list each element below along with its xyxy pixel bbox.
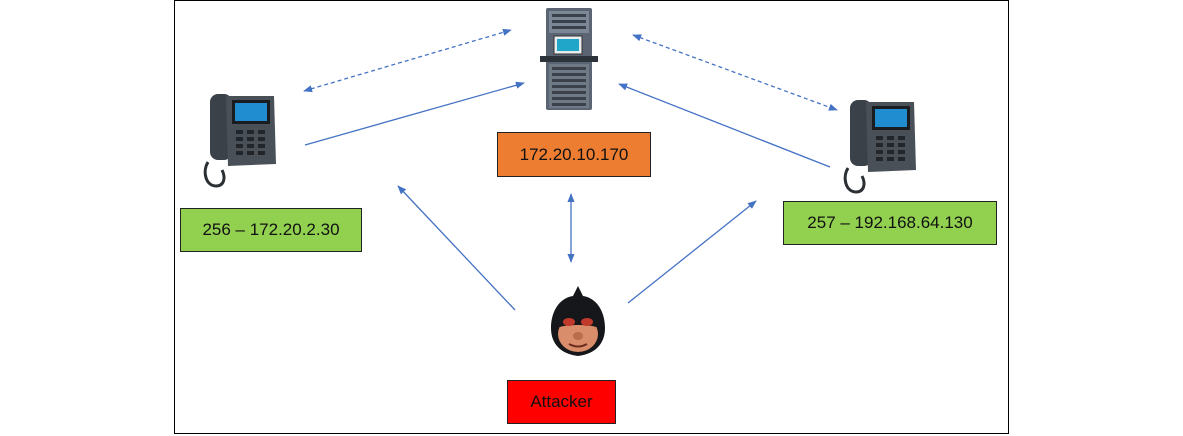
arrow-phone-left-server-dashed xyxy=(304,30,511,91)
arrow-attacker-to-phone-left xyxy=(398,186,515,310)
attacker-label: Attacker xyxy=(507,380,616,424)
arrow-attacker-to-phone-right xyxy=(628,201,756,303)
desk-phone-icon xyxy=(840,96,920,198)
phone-257-label: 257 – 192.168.64.130 xyxy=(783,201,997,245)
arrow-phone-left-to-server xyxy=(305,83,524,145)
phone-256-label: 256 – 172.20.2.30 xyxy=(180,208,362,252)
masked-attacker-icon xyxy=(545,284,611,358)
server-rack-icon xyxy=(536,6,602,112)
server-ip-label: 172.20.10.170 xyxy=(497,132,651,177)
arrow-server-phone-right-dashed xyxy=(633,35,837,110)
desk-phone-icon xyxy=(200,90,280,192)
